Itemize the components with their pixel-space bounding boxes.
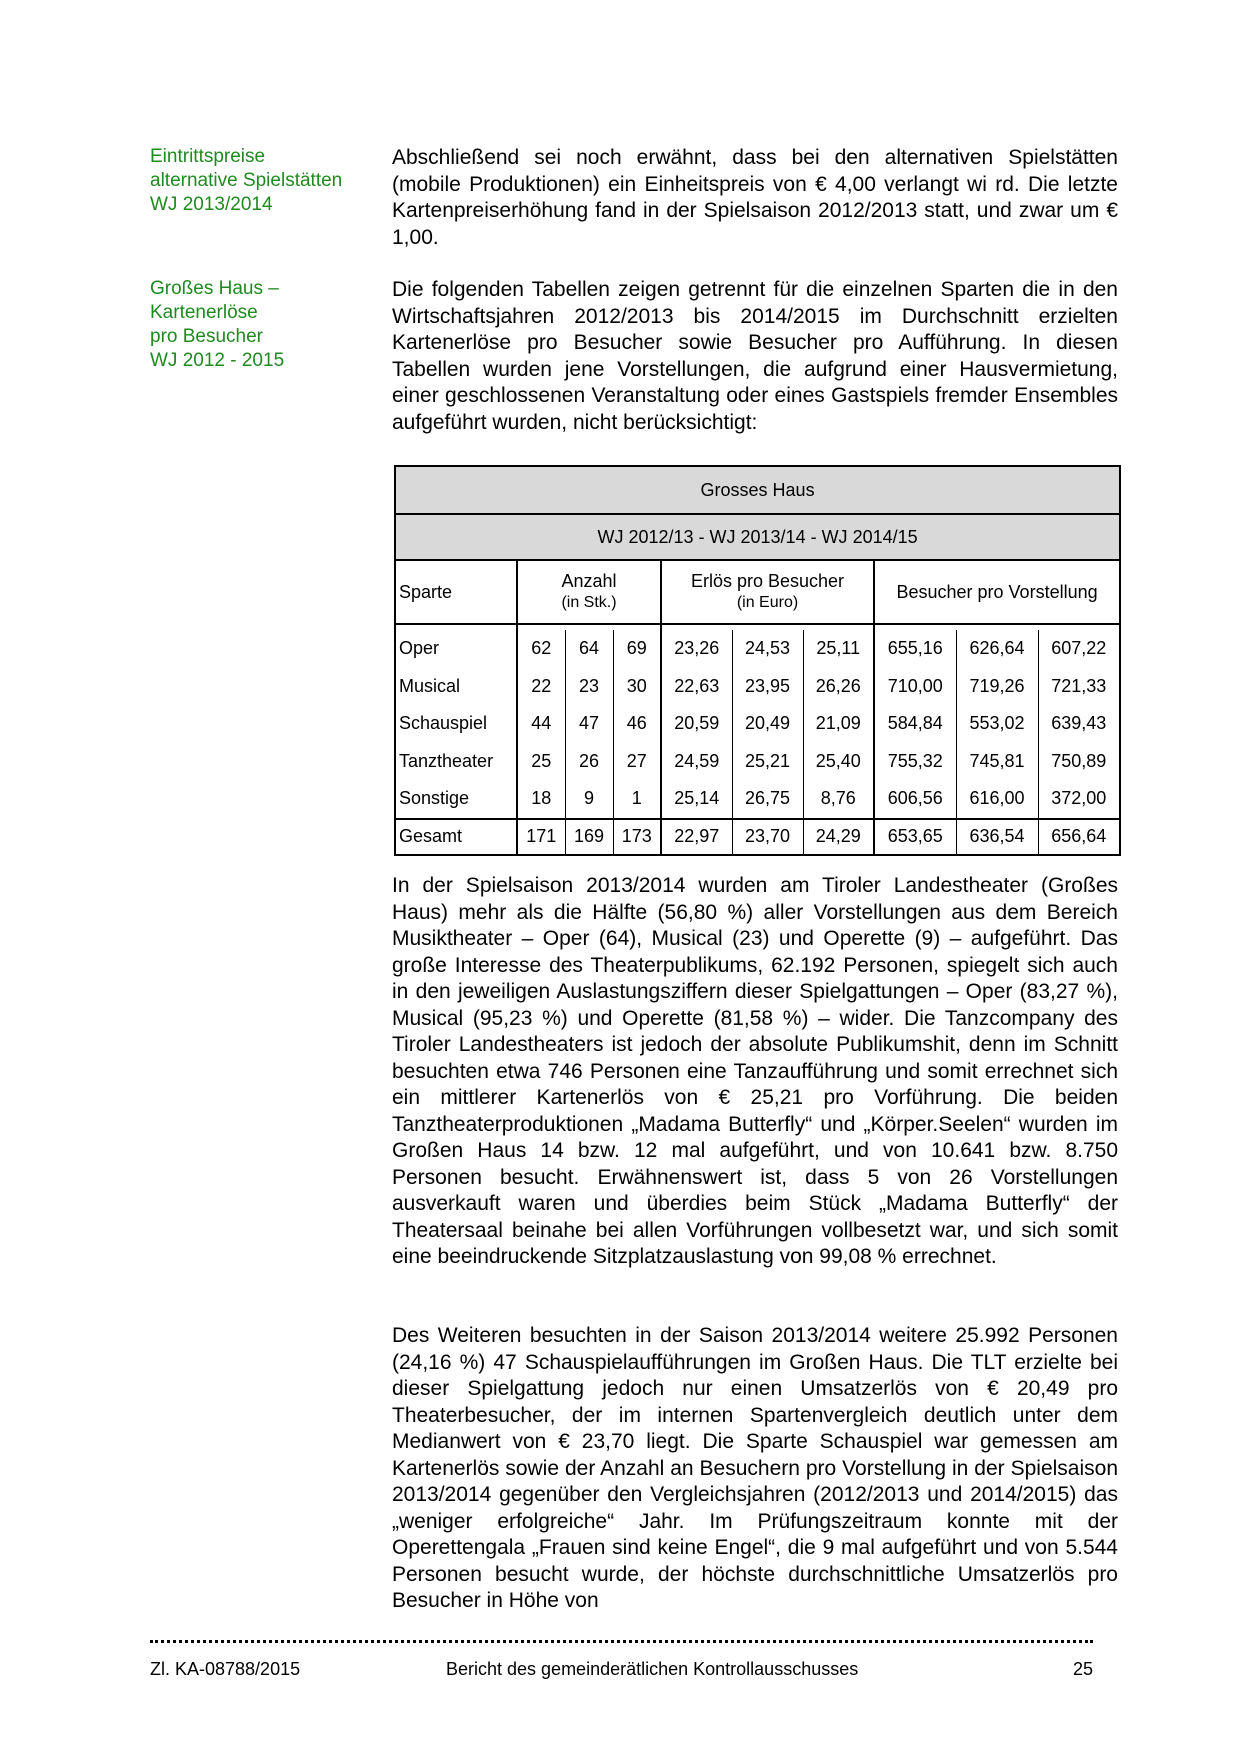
table-cell: 719,26 [956,668,1038,706]
table-cell: 23 [565,668,613,706]
table-cell: 626,64 [956,630,1038,668]
table-cell: 25 [517,743,565,781]
row-label-cell: Schauspiel [395,705,517,743]
table-cell: 750,89 [1051,750,1107,771]
table-cell: 44 [517,705,565,743]
table-cell: 656,64 [1038,819,1120,855]
margin-note-line: Kartenerlöse [150,302,258,323]
table-cell: 745,81 [956,743,1038,781]
column-header-label: Erlös pro Besucher [690,571,845,591]
margin-note-grosses-haus [150,277,380,373]
table-cell: 616,00 [956,780,1038,819]
margin-note-line: WJ 2012 - 2015 [150,350,285,371]
revenue-table [394,465,1121,856]
table-cell: 606,56 [874,780,956,819]
table-cell: 20,59 [661,705,732,743]
paragraph-unit-price: Abschließend sei noch erwähnt, dass bei den alternativen Spielstätten (mobile Produktionen) ein Einheitspreis von € 4,00 verlangt wi rd. Die letzte Kartenpreiserhöhung fand in der Spielsaison 2012/2013 statt, und zwar um € 1,00. [392,146,1118,249]
table-cell: 8,76 [803,780,874,819]
table-total-row [395,819,1120,855]
row-label-cell: Tanztheater [395,743,517,781]
table-cell: 9 [565,780,613,819]
table-row [395,630,1120,668]
table-cell: 23,26 [661,630,732,668]
row-label-cell: Oper [395,630,517,668]
table-cell: 24,59 [661,743,732,781]
table-cell: 372,00 [1051,788,1107,809]
row-label-cell: Gesamt [395,819,517,855]
margin-note-line: alternative Spielstätten [150,170,343,191]
footer-separator [150,1640,1093,1643]
table-cell: 18 [517,780,565,819]
margin-note-line: pro Besucher [150,326,264,347]
table-cell: 25,14 [661,780,732,819]
table-cell: 655,16 [874,630,956,668]
footer-page-number: 25 [1073,1659,1094,1679]
row-label-cell: Sonstige [395,780,517,819]
margin-note-line: Eintrittspreise [150,146,266,167]
table-cell: 25,21 [732,743,803,781]
table-cell: 26,75 [732,780,803,819]
table-row [395,668,1120,706]
table-cell: 710,00 [874,668,956,706]
table-cell: 24,29 [803,819,874,855]
table-cell: 69 [613,630,661,668]
table-row [395,780,1120,819]
column-header-sparte: Sparte [395,560,517,624]
footer-reference: Zl. KA-08788/2015 [150,1659,301,1679]
table-cell: 21,09 [803,705,874,743]
table-cell: 22 [517,668,565,706]
table-cell: 636,54 [956,819,1038,855]
table-cell: 173 [613,819,661,855]
table-cell: 62 [517,630,565,668]
margin-note-line: WJ 2013/2014 [150,194,273,215]
table-cell: 30 [613,668,661,706]
table-cell: 24,53 [732,630,803,668]
table-title: Grosses Haus [395,466,1120,514]
table-cell: 25,40 [803,743,874,781]
table-cell: 26 [565,743,613,781]
table-cell: 23,95 [732,668,803,706]
paragraph-table-intro: Die folgenden Tabellen zeigen getrennt für die einzelnen Sparten die in den Wirtschaftsjahren 2012/2013 bis 2014/2015 im Durchschnitt erzielten Kartenerlöse pro Besucher sowie Besucher pro Aufführung. In diesen Tabellen wurden jene Vorstellungen, die aufgrund einer Hausvermietung, einer geschlossenen Veranstaltung oder eines Gastspiels fremder Ensembles aufgeführt wurden, nicht berücksichtigt: [392,278,1118,434]
column-header-unit: (in Stk.) [561,594,617,611]
table-cell: 46 [613,705,661,743]
table-cell: 23,70 [732,819,803,855]
table-cell: 22,63 [661,668,732,706]
table-cell: 64 [565,630,613,668]
table-row [395,705,1120,743]
column-header-unit: (in Euro) [736,594,799,611]
table-cell: 26,26 [803,668,874,706]
table-cell: 20,49 [732,705,803,743]
paragraph-schauspiel: Des Weiteren besuchten in der Saison 2013/2014 weitere 25.992 Personen (24,16 %) 47 Schauspielaufführungen im Großen Haus. Die TLT erzielte bei dieser Spielgattung jedoch nur einen Umsatzerlös von € 20,49 pro Theaterbesucher, der im internen Spartenvergleich deutlich unter dem Medianwert von € 23,70 liegt. Die Sparte Schauspiel war gemessen am Kartenerlös sowie der Anzahl an Besuchern pro Vorstellung in der Spielsaison 2013/2014 gegenüber den Vergleichsjahren (2012/2013 und 2014/2015) das „weniger erfolgreiche“ Jahr. Im Prüfungszeitraum konnte mit der Operettengala „Frauen sind keine Engel“, die 9 mal aufgeführt und von 5.544 Personen besucht wurde, der höchste durchschnittliche Umsatzerlös pro Besucher in Höhe von [392,1324,1118,1612]
column-header-besucher: Besucher pro Vorstellung [874,560,1120,624]
table-cell: 755,32 [874,743,956,781]
table-cell: 22,97 [661,819,732,855]
table-period: WJ 2012/13 - WJ 2013/14 - WJ 2014/15 [395,514,1120,560]
margin-note-line: Großes Haus – [150,278,279,299]
table-cell: 653,65 [874,819,956,855]
paragraph-musiktheater: In der Spielsaison 2013/2014 wurden am Tiroler Landestheater (Großes Haus) mehr als die Hälfte (56,80 %) aller Vorstellungen aus dem Bereich Musiktheater – Oper (64), Musical (23) und Operette (9) – aufgeführt. Das große Interesse des Theaterpublikums, 62.192 Personen, spiegelt sich auch in den jeweiligen Auslastungsziffern dieser Spielgattungen – Oper (83,27 %), Musical (95,23 %) und Operette (81,58 %) – wider. Die Tanzcompany des Tiroler Landestheaters ist jedoch der absolute Publikumshit, denn im Schnitt besuchten etwa 746 Personen eine Tanzaufführung und somit errechnet sich ein mittlerer Kartenerlös von € 25,21 pro Vorführung. Die beiden Tanztheaterproduktionen „Madama Butterfly“ und „Körper.Seelen“ wurden im Großen Haus 14 bzw. 12 mal aufgeführt, und von 10.641 bzw. 8.750 Personen besucht. Erwähnenswert ist, dass 5 von 26 Vorstellungen ausverkauft waren und überdies beim Stück „Madama Butterfly“ der Theatersaal beinahe bei allen Vorführungen vollbesetzt war, und sich somit eine beeindruckende Sitzplatzauslastung von 99,08 % errechnet. [392,874,1118,1268]
column-header-anzahl [517,560,661,624]
column-header-erloes [661,560,874,624]
table-cell: 47 [565,705,613,743]
row-label-cell: Musical [395,668,517,706]
table-cell: 1 [613,780,661,819]
margin-note-eintrittspreise [150,145,380,217]
table-cell: 25,11 [803,630,874,668]
table-cell: 553,02 [956,705,1038,743]
table-cell: 27 [613,743,661,781]
table-cell: 639,43 [1051,713,1107,734]
table-cell: 721,33 [1051,675,1107,696]
table-cell: 584,84 [874,705,956,743]
table-cell: 169 [565,819,613,855]
table-row [395,743,1120,781]
column-header-label: Anzahl [561,571,617,591]
footer-report-title: Bericht des gemeinderätlichen Kontrollausschusses [446,1659,859,1679]
table-cell: 607,22 [1051,638,1107,659]
table-cell: 171 [517,819,565,855]
